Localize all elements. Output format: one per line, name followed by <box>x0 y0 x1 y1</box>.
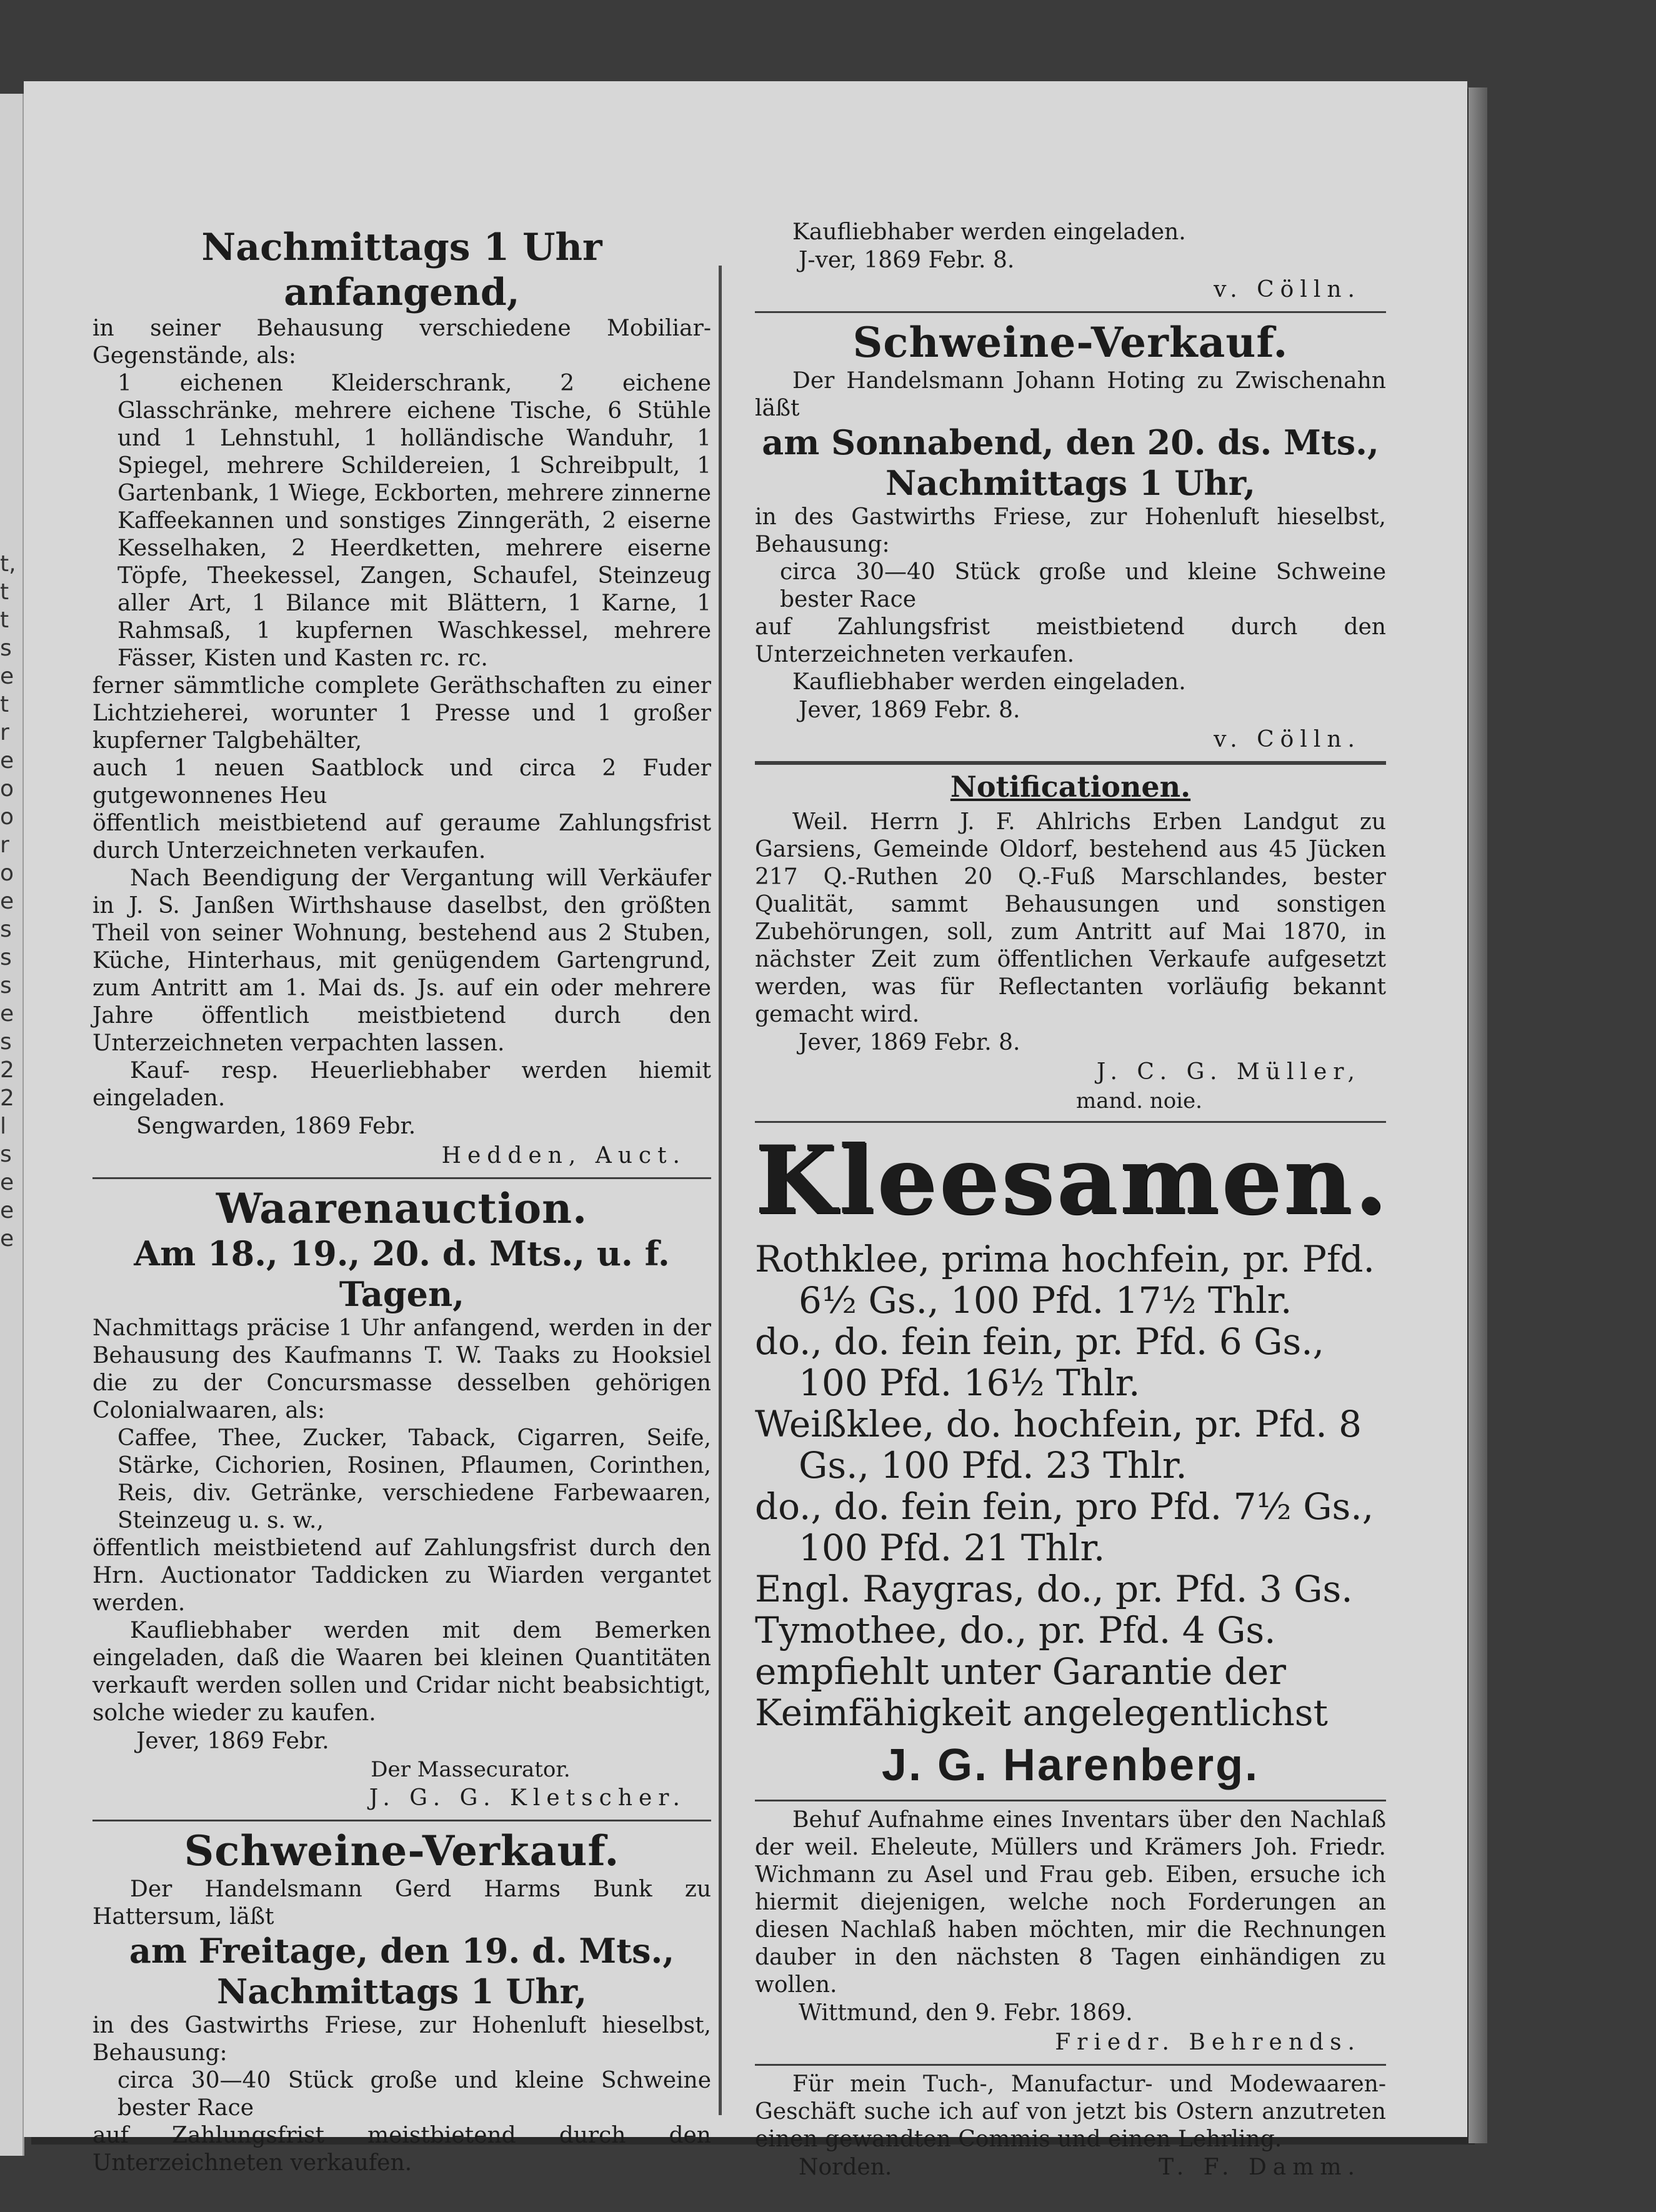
margin-char: 2 <box>0 1085 14 1111</box>
ad-place: Norden. <box>799 2154 892 2180</box>
margin-char: t <box>0 607 9 633</box>
price-line: Gs., 100 Pfd. 23 Thlr. <box>799 1443 1187 1487</box>
price-line: Weißklee, do. hochfein, pr. Pfd. 8 <box>755 1402 1362 1445</box>
ad-subheading: am Sonnabend, den 20. ds. Mts., <box>762 422 1379 463</box>
previous-page-margin-text <box>0 550 19 1253</box>
price-line: 100 Pfd. 16½ Thlr. <box>799 1361 1140 1404</box>
section-rule <box>755 1800 1386 1801</box>
ad-dateline: Jever, 1869 Febr. <box>136 1728 329 1754</box>
margin-char: r <box>0 720 9 745</box>
cölln-ad-ending <box>755 219 1386 305</box>
job-ad-damm <box>755 2071 1386 2182</box>
section-rule <box>755 761 1386 765</box>
margin-char: e <box>0 1198 14 1223</box>
ad-dateline: Sengwarden, 1869 Febr. <box>136 1113 416 1139</box>
price-line: 6½ Gs., 100 Pfd. 17½ Thlr. <box>799 1278 1292 1322</box>
ad-signature: v. Cölln. <box>1214 726 1361 752</box>
ad-paragraph: öffentlich meistbietend auf Zahlungsfrist durch den Hrn. Auctionator Taddicken zu Wiarden vergantet werden. <box>92 1535 711 1616</box>
margin-char: s <box>0 635 12 661</box>
margin-char: s <box>0 973 12 999</box>
ad-signature: T. F. Damm. <box>1159 2154 1361 2180</box>
price-line: Rothklee, prima hochfein, pr. Pfd. <box>755 1237 1375 1280</box>
ad-paragraph: auf Zahlungsfrist meistbietend durch den Unterzeichneten verkaufen. <box>755 614 1386 667</box>
ad-dateline: J-ver, 1869 Febr. 8. <box>799 247 1015 273</box>
ad-dateline: Wittmund, den 9. Febr. 1869. <box>799 2000 1133 2026</box>
ad-paragraph: Der Handelsmann Johann Hoting zu Zwischenahn läßt <box>755 368 1386 422</box>
ad-paragraph: Für mein Tuch-, Manufactur- und Modewaaren-Geschäft suche ich auf von jetzt bis Ostern anzutreten einen gewandten Commis und einen Lehrling. <box>755 2071 1386 2152</box>
margin-char: e <box>0 1001 14 1027</box>
ad-title: Schweine-Verkauf. <box>852 318 1289 367</box>
left-column <box>92 225 711 2177</box>
column-divider <box>719 266 722 2115</box>
ad-paragraph: Nachmittags präcise 1 Uhr anfangend, werden in der Behausung des Kaufmanns T. W. Taaks zu Hooksiel die zu der Concursmasse desselben gehörigen Colonialwaaren, als: <box>92 1315 711 1423</box>
section-rule <box>755 1121 1386 1123</box>
ad-paragraph: Behuf Aufnahme eines Inventars über den Nachlaß der weil. Eheleute, Müllers und Krämers Joh. Friedr. Wichmann zu Asel und Frau geb. Eiben, ersuche ich hiermit diejenigen, welche noch Forderungen an diesen Nachlaß haben möchten, mir die Rechnungen dauber in den nächsten 8 Tagen einhändigen zu wollen. <box>755 1806 1386 1998</box>
ad-signature-sub: mand. noie. <box>1076 1088 1202 1113</box>
ad-paragraph: Nach Beendigung der Vergantung will Verkäufer in J. S. Janßen Wirthshause daselbst, den größten Theil von seiner Wohnung, bestehend aus 2 Stuben, Küche, Hinterhaus, mit genügendem Gartengrund, zum Antritt am 1. Mai ds. Js. auf ein oder mehrere Jahre öffentlich meistbietend durch den Unterzeichneten verpachten lassen. <box>92 865 711 1056</box>
ad-title: Waarenauction. <box>216 1184 588 1233</box>
right-column <box>755 219 1390 2182</box>
ad-subheading: Nachmittags 1 Uhr, <box>885 462 1256 503</box>
section-rule <box>755 311 1386 313</box>
margin-char: s <box>0 1029 12 1055</box>
schweine-verkauf-ad-hoting <box>755 318 1386 755</box>
ad-paragraph: öffentlich meistbietend auf geraume Zahlungsfrist durch Unterzeichneten verkaufen. <box>92 810 711 864</box>
ad-paragraph: auf Zahlungsfrist meistbietend durch den Unterzeichneten verkaufen. <box>92 2122 711 2176</box>
margin-char: e <box>0 1170 14 1195</box>
ad-paragraph: in des Gastwirths Friese, zur Hohenluft hieselbst, Behausung: <box>92 2012 711 2066</box>
margin-char: t, <box>0 551 16 577</box>
margin-char: o <box>0 804 14 830</box>
kleesamen-ad <box>755 1125 1390 1791</box>
margin-char: o <box>0 860 14 886</box>
ad-subheading: Nachmittags 1 Uhr, <box>216 1971 587 2011</box>
ad-signature: J. G. Harenberg. <box>881 1740 1260 1790</box>
ad-signature: v. Cölln. <box>1214 277 1361 302</box>
ad-signature-title: Der Massecurator. <box>371 1756 571 1782</box>
section-rule <box>755 2064 1386 2066</box>
margin-char: e <box>0 664 14 689</box>
price-list <box>755 1238 1386 1733</box>
ad-subheading: Tagen, <box>339 1273 465 1314</box>
ad-title: Schweine-Verkauf. <box>184 1826 620 1875</box>
section-rule <box>92 1177 711 1179</box>
inventar-notice-ad <box>755 1806 1386 2058</box>
ad-paragraph: Kauf- resp. Heuerliebhaber werden hiemit eingeladen. <box>92 1058 711 1111</box>
schweine-verkauf-ad-bunk <box>92 1826 711 2177</box>
ad-title: Notificationen. <box>950 769 1191 804</box>
ad-signature: Friedr. Behrends. <box>1055 2029 1361 2055</box>
ad-paragraph: ferner sämmtliche complete Geräthschaften zu einer Lichtzieherei, worunter 1 Presse und 1 großer kupferner Talgbehälter, <box>92 673 711 754</box>
ad-paragraph: auch 1 neuen Saatblock und circa 2 Fuder gutgewonnenes Heu <box>92 755 711 809</box>
ad-paragraph: in des Gastwirths Friese, zur Hohenluft hieselbst, Behausung: <box>755 504 1386 557</box>
ad-paragraph: in seiner Behausung verschiedene Mobiliar-Gegenstände, als: <box>92 316 711 369</box>
ad-signature: J. G. G. Kletscher. <box>369 1785 686 1811</box>
margin-char: 2 <box>0 1057 14 1083</box>
ad-dateline: Jever, 1869 Febr. 8. <box>799 1029 1020 1055</box>
price-line: Tymothee, do., pr. Pfd. 4 Gs. <box>755 1608 1276 1652</box>
ad-dateline: Jever, 1869 Febr. 8. <box>799 697 1020 723</box>
ad-paragraph: Der Handelsmann Gerd Harms Bunk zu Hattersum, läßt <box>92 1876 711 1930</box>
margin-char: e <box>0 748 14 774</box>
margin-char: s <box>0 1142 12 1167</box>
ad-subheading: am Freitage, den 19. d. Mts., <box>129 1930 675 1971</box>
price-line: empfiehlt unter Garantie der Keimfähigkeit angelegentlichst <box>755 1650 1328 1734</box>
book-spine-shadow <box>1469 87 1487 2143</box>
ad-signature: Hedden, Auct. <box>441 1143 686 1168</box>
margin-char: r <box>0 832 9 858</box>
ad-item-list: 1 eichenen Kleiderschrank, 2 eichene Glasschränke, mehrere eichene Tische, 6 Stühle und 1 Lehnstuhl, 1 holländische Wanduhr, 1 Spiegel, mehrere Schildereien, 1 Schreibpult, 1 Gartenbank, 1 Wiege, Eckborten, mehrere zinnerne Kaffeekannen und sonstiges Zinngeräth, 2 eiserne Kesselhaken, 2 Heerdketten, mehrere eiserne Töpfe, Theekessel, Zangen, Schaufel, Steinzeug aller Art, 1 Bilance mit Blättern, 1 Karne, 1 Rahmsaß, 1 kupfernen Waschkessel, mehrere Fässer, Kisten und Kasten rc. rc. <box>117 371 711 671</box>
margin-char: s <box>0 945 12 970</box>
ad-item-list: circa 30—40 Stück große und kleine Schweine bester Race <box>780 559 1386 612</box>
ad-subheading: Am 18., 19., 20. d. Mts., u. f. <box>134 1233 670 1274</box>
section-rule <box>92 1820 711 1821</box>
ad-item-list: Caffee, Thee, Zucker, Taback, Cigarren, Seife, Stärke, Cichorien, Rosinen, Pflaumen, Corinthen, Reis, div. Getränke, verschiedene Farbewaaren, Steinzeug u. s. w., <box>117 1425 711 1533</box>
ad-title: Kleesamen. <box>755 1125 1390 1235</box>
auction-ad-mobiliar <box>92 225 711 1171</box>
waarenauction-ad <box>92 1184 711 1813</box>
margin-char: e <box>0 1226 14 1252</box>
price-line: do., do. fein fein, pro Pfd. 7½ Gs., <box>755 1485 1374 1528</box>
ad-paragraph: Kaufliebhaber werden eingeladen. <box>792 669 1186 695</box>
margin-char: l <box>0 1113 7 1139</box>
ad-paragraph: Kaufliebhaber werden mit dem Bemerken eingeladen, daß die Waaren bei kleinen Quantitäten verkauft werden sollen und Cridar nicht beabsichtigt, solche wieder zu kaufen. <box>92 1617 711 1726</box>
margin-char: o <box>0 776 14 802</box>
ad-item-list: circa 30—40 Stück große und kleine Schweine bester Race <box>117 2067 711 2121</box>
ad-heading: Nachmittags 1 Uhr anfangend, <box>201 226 602 314</box>
margin-char: s <box>0 917 12 942</box>
price-line: 100 Pfd. 21 Thlr. <box>799 1526 1105 1569</box>
ad-paragraph: Kaufliebhaber werden eingeladen. <box>792 219 1186 245</box>
ad-signature: J. C. G. Müller, <box>1096 1059 1361 1085</box>
margin-char: t <box>0 692 9 717</box>
notificationen-ad <box>755 770 1386 1115</box>
margin-char: e <box>0 889 14 914</box>
ad-paragraph: Weil. Herrn J. F. Ahlrichs Erben Landgut zu Garsiens, Gemeinde Oldorf, bestehend aus 45 Jücken 217 Q.-Ruthen 20 Q.-Fuß Marschlandes, bester Qualität, sammt Behausungen und sonstigen Zubehörungen, soll, zum Antritt auf Mai 1870, in nächster Zeit zum öffentlichen Verkaufe aufgesetzt werden, was für Reflectanten vorläufig bekannt gemacht wird. <box>755 809 1386 1027</box>
price-line: do., do. fein fein, pr. Pfd. 6 Gs., <box>755 1320 1325 1363</box>
newspaper-page <box>24 81 1467 2180</box>
margin-char: t <box>0 579 9 605</box>
price-line: Engl. Raygras, do., pr. Pfd. 3 Gs. <box>755 1567 1353 1610</box>
